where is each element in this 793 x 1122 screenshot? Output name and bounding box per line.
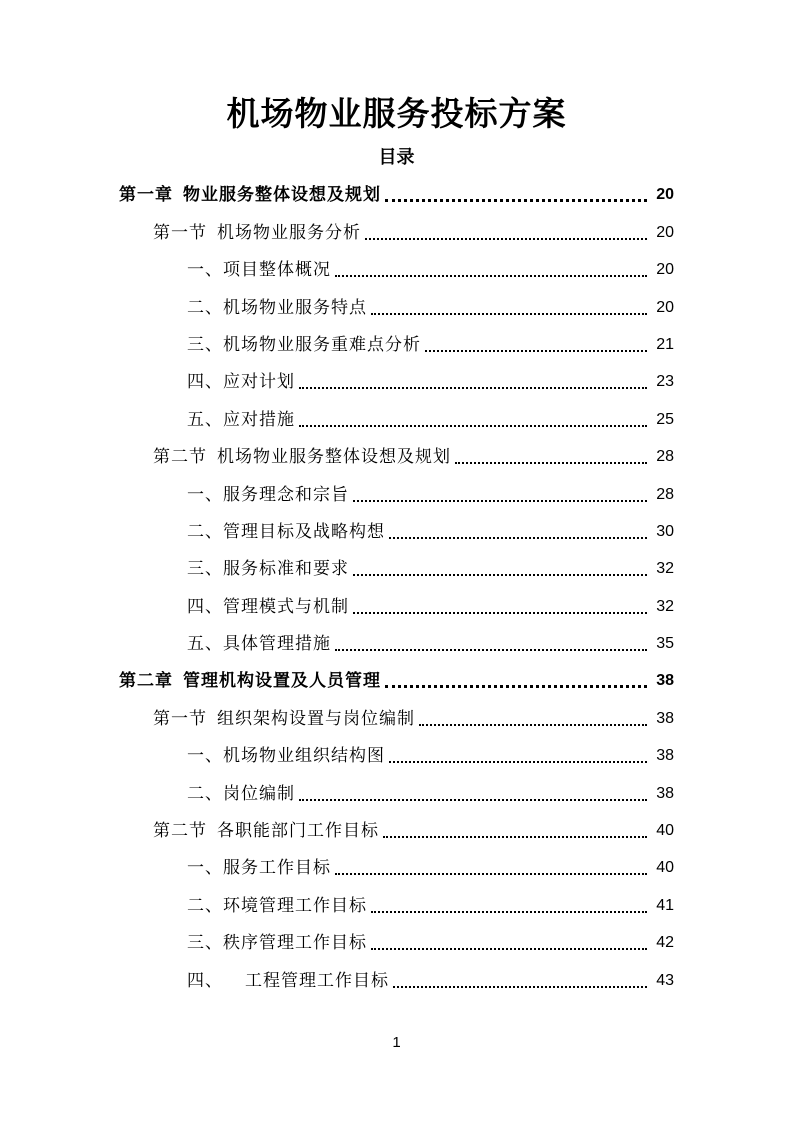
toc-entry[interactable] (0, 586, 793, 623)
toc-entry-number: 五、 (187, 409, 223, 430)
toc-entry-number: 第一节 (153, 222, 207, 243)
toc-entry-number: 一、 (187, 858, 223, 879)
toc-leader-dots (371, 313, 647, 315)
toc-heading: 目录 (378, 147, 415, 168)
toc-entry[interactable] (0, 212, 793, 249)
toc-entry-number: 二、 (187, 521, 223, 542)
toc-entry[interactable] (0, 512, 793, 549)
toc-leader-dots (299, 387, 647, 389)
toc-leader-dots (419, 724, 647, 726)
toc-entry-number: 二、 (187, 297, 223, 318)
table-of-contents (0, 175, 793, 998)
toc-entry-title: 机场物业服务重难点分析 (223, 334, 421, 355)
toc-leader-dots (335, 873, 647, 875)
toc-entry-title: 服务标准和要求 (223, 559, 349, 580)
toc-entry[interactable] (0, 325, 793, 362)
toc-entry[interactable] (0, 960, 793, 997)
toc-entry-title: 机场物业服务整体设想及规划 (217, 447, 451, 468)
toc-entry[interactable] (0, 437, 793, 474)
toc-entry-title: 物业服务整体设想及规划 (183, 185, 381, 206)
toc-entry-number: 一、 (187, 260, 223, 281)
toc-entry[interactable] (0, 811, 793, 848)
toc-entry-number: 四、 (187, 372, 223, 393)
toc-entry-page: 28 (656, 448, 674, 466)
toc-entry-page: 38 (656, 672, 674, 690)
toc-entry-title: 机场物业服务分析 (217, 222, 361, 243)
toc-entry-page: 42 (656, 934, 674, 952)
toc-entry[interactable] (0, 624, 793, 661)
toc-entry[interactable] (0, 773, 793, 810)
toc-leader-dots (389, 537, 647, 539)
toc-entry-number: 第一章 (119, 185, 173, 206)
toc-leader-dots (425, 350, 647, 352)
toc-entry-number: 第一节 (153, 708, 207, 729)
toc-entry-number: 二、 (187, 783, 223, 804)
toc-leader-dots (353, 612, 647, 614)
toc-entry-title: 机场物业组织结构图 (223, 746, 385, 767)
toc-entry[interactable] (0, 661, 793, 698)
toc-entry-title: 环境管理工作目标 (223, 895, 367, 916)
toc-entry[interactable] (0, 885, 793, 922)
toc-entry-number: 第二章 (119, 671, 173, 692)
toc-leader-dots (371, 948, 647, 950)
toc-leader-dots (353, 500, 647, 502)
toc-entry-title: 具体管理措施 (223, 634, 331, 655)
toc-leader-dots (365, 238, 647, 240)
toc-entry[interactable] (0, 923, 793, 960)
toc-entry-page: 43 (656, 971, 674, 989)
toc-entry-page: 35 (656, 635, 674, 653)
toc-entry-page: 21 (656, 335, 674, 353)
toc-entry-page: 20 (656, 261, 674, 279)
toc-leader-dots (299, 799, 647, 801)
toc-entry-page: 38 (656, 784, 674, 802)
toc-entry-title: 组织架构设置与岗位编制 (217, 708, 415, 729)
toc-entry-title: 服务工作目标 (223, 858, 331, 879)
toc-entry[interactable] (0, 848, 793, 885)
toc-entry-page: 40 (656, 822, 674, 840)
toc-entry-number: 五、 (187, 634, 223, 655)
toc-entry[interactable] (0, 287, 793, 324)
toc-leader-dots (393, 986, 647, 988)
toc-leader-dots (299, 425, 647, 427)
toc-entry-page: 41 (656, 896, 674, 914)
page-number: 1 (392, 1034, 401, 1051)
toc-entry-page: 28 (656, 485, 674, 503)
toc-entry-number: 一、 (187, 746, 223, 767)
toc-leader-dots (389, 761, 647, 763)
toc-entry-title: 应对措施 (223, 409, 295, 430)
toc-leader-dots (383, 836, 647, 838)
toc-entry[interactable] (0, 736, 793, 773)
toc-leader-dots (385, 199, 647, 202)
toc-entry-title: 岗位编制 (223, 783, 295, 804)
toc-entry-number: 第二节 (153, 447, 207, 468)
toc-entry[interactable] (0, 250, 793, 287)
toc-entry[interactable] (0, 362, 793, 399)
toc-entry-page: 23 (656, 373, 674, 391)
toc-entry-title: 工程管理工作目标 (245, 970, 389, 991)
toc-entry-page: 38 (656, 747, 674, 765)
toc-entry-page: 38 (656, 709, 674, 727)
toc-entry-number: 四、 (187, 596, 223, 617)
toc-entry-page: 20 (656, 223, 674, 241)
toc-entry[interactable] (0, 698, 793, 735)
toc-entry-number: 三、 (187, 559, 223, 580)
toc-entry-title: 管理模式与机制 (223, 596, 349, 617)
toc-leader-dots (385, 685, 647, 688)
toc-entry-number: 三、 (187, 933, 223, 954)
toc-entry-title: 应对计划 (223, 372, 295, 393)
toc-entry-page: 20 (656, 298, 674, 316)
toc-entry[interactable] (0, 474, 793, 511)
toc-entry-page: 30 (656, 522, 674, 540)
toc-entry-number: 第二节 (153, 821, 207, 842)
toc-entry-title: 项目整体概况 (223, 260, 331, 281)
toc-entry-number: 一、 (187, 484, 223, 505)
toc-leader-dots (335, 649, 647, 651)
toc-entry-page: 25 (656, 410, 674, 428)
toc-entry-page: 32 (656, 597, 674, 615)
toc-entry-page: 40 (656, 859, 674, 877)
toc-entry-title: 各职能部门工作目标 (217, 821, 379, 842)
toc-leader-dots (335, 275, 647, 277)
toc-entry-number: 三、 (187, 334, 223, 355)
toc-entry-page: 20 (656, 186, 674, 204)
toc-entry-page: 32 (656, 560, 674, 578)
toc-entry-title: 秩序管理工作目标 (223, 933, 367, 954)
toc-entry-title: 服务理念和宗旨 (223, 484, 349, 505)
toc-entry-number: 二、 (187, 895, 223, 916)
toc-entry-title: 管理目标及战略构想 (223, 521, 385, 542)
toc-leader-dots (371, 911, 647, 913)
toc-entry-number: 四、 (187, 970, 223, 991)
toc-leader-dots (353, 574, 647, 576)
toc-entry-title: 机场物业服务特点 (223, 297, 367, 318)
toc-entry[interactable] (0, 175, 793, 212)
toc-leader-dots (455, 462, 647, 464)
document-title: 机场物业服务投标方案 (226, 94, 567, 133)
toc-entry[interactable] (0, 549, 793, 586)
toc-entry[interactable] (0, 399, 793, 436)
toc-entry-title: 管理机构设置及人员管理 (183, 671, 381, 692)
